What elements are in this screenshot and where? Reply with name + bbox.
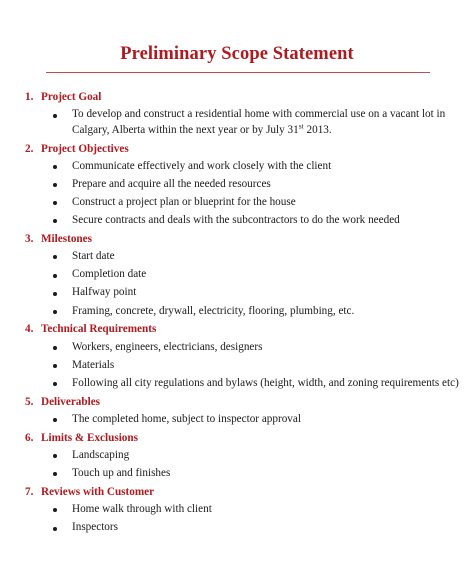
section-number: 1. xyxy=(25,91,34,103)
bullet-icon xyxy=(53,292,57,296)
title-divider xyxy=(46,72,430,73)
bullet-icon xyxy=(53,508,57,512)
section-heading xyxy=(0,230,474,248)
bullet-icon xyxy=(53,201,57,205)
list-item xyxy=(0,356,474,374)
bullet-icon xyxy=(53,472,57,476)
section-heading xyxy=(0,393,474,411)
list-item-text: Landscaping xyxy=(72,449,130,462)
list-item xyxy=(0,212,474,230)
section xyxy=(0,483,474,537)
list-item-text: To develop and construct a residential home with commercial use on a vacant lot in Calgary, Alberta within the next year or by July 31st 2013. xyxy=(72,108,446,136)
list-item xyxy=(0,284,474,302)
bullet-icon xyxy=(53,310,57,314)
list-item xyxy=(0,176,474,194)
bullet-icon xyxy=(53,364,57,368)
section xyxy=(0,140,474,230)
section-title: Reviews with Customer xyxy=(41,485,155,498)
list-item xyxy=(0,266,474,284)
list-item xyxy=(0,501,474,519)
list-item-text: Touch up and finishes xyxy=(72,467,171,480)
list-item xyxy=(0,302,474,320)
list-item xyxy=(0,194,474,212)
list-item xyxy=(0,519,474,537)
bullet-icon xyxy=(53,527,57,531)
section-title: Deliverables xyxy=(41,395,101,408)
ordinal-suffix: st xyxy=(298,121,304,131)
section-heading xyxy=(0,320,474,338)
section-number: 6. xyxy=(25,431,34,444)
bullet-icon xyxy=(53,255,57,259)
bullet-icon xyxy=(53,274,57,278)
document-title: Preliminary Scope Statement xyxy=(120,44,354,64)
list-item xyxy=(0,106,474,140)
bullet-icon xyxy=(53,183,57,187)
section-heading xyxy=(0,88,474,106)
section xyxy=(0,88,474,140)
section-title: Technical Requirements xyxy=(41,323,157,336)
section-title: Project Objectives xyxy=(41,142,129,155)
section-number: 2. xyxy=(25,142,34,155)
bullet-icon xyxy=(53,114,57,118)
list-item xyxy=(0,411,474,429)
list-item xyxy=(0,465,474,483)
list-item-text: Prepare and acquire all the needed resources xyxy=(72,177,271,190)
section xyxy=(0,320,474,392)
bullet-icon xyxy=(53,346,57,350)
bullet-icon xyxy=(53,382,57,386)
list-item-text: Construct a project plan or blueprint for the house xyxy=(72,196,296,209)
section-number: 4. xyxy=(25,323,34,336)
list-item-text: Communicate effectively and work closely with the client xyxy=(72,159,332,172)
section-title: Limits & Exclusions xyxy=(41,431,138,444)
list-item-text: Framing, concrete, drywall, electricity, flooring, plumbing, etc. xyxy=(72,304,355,317)
section-heading xyxy=(0,140,474,158)
section-heading xyxy=(0,483,474,501)
section-number: 3. xyxy=(25,232,34,245)
section-title: Milestones xyxy=(41,232,92,245)
list-item xyxy=(0,447,474,465)
bullet-icon xyxy=(53,219,57,223)
section xyxy=(0,429,474,483)
section xyxy=(0,230,474,320)
list-item-text: Home walk through with client xyxy=(72,503,212,516)
bullet-icon xyxy=(53,418,57,422)
list-item-text: Start date xyxy=(72,250,115,263)
section xyxy=(0,393,474,429)
list-item-text: Inspectors xyxy=(72,521,118,534)
list-item-text: The completed home, subject to inspector approval xyxy=(72,412,301,425)
list-item-text: Workers, engineers, electricians, designers xyxy=(72,340,263,353)
list-item xyxy=(0,248,474,266)
list-item xyxy=(0,375,474,393)
list-item-text: Halfway point xyxy=(72,286,137,299)
section-heading xyxy=(0,429,474,447)
list-item-text: Completion date xyxy=(72,268,147,281)
list-item-text: Following all city regulations and bylaws (height, width, and zoning requirements etc) xyxy=(72,376,459,389)
section-number: 5. xyxy=(25,395,34,408)
list-item-text: Materials xyxy=(72,358,115,371)
list-item xyxy=(0,158,474,176)
bullet-icon xyxy=(53,454,57,458)
bullet-icon xyxy=(53,165,57,169)
scope-sections xyxy=(0,88,474,537)
list-item xyxy=(0,338,474,356)
list-item-text: Secure contracts and deals with the subcontractors to do the work needed xyxy=(72,214,400,227)
section-number: 7. xyxy=(25,485,34,498)
section-title: Project Goal xyxy=(41,91,102,103)
